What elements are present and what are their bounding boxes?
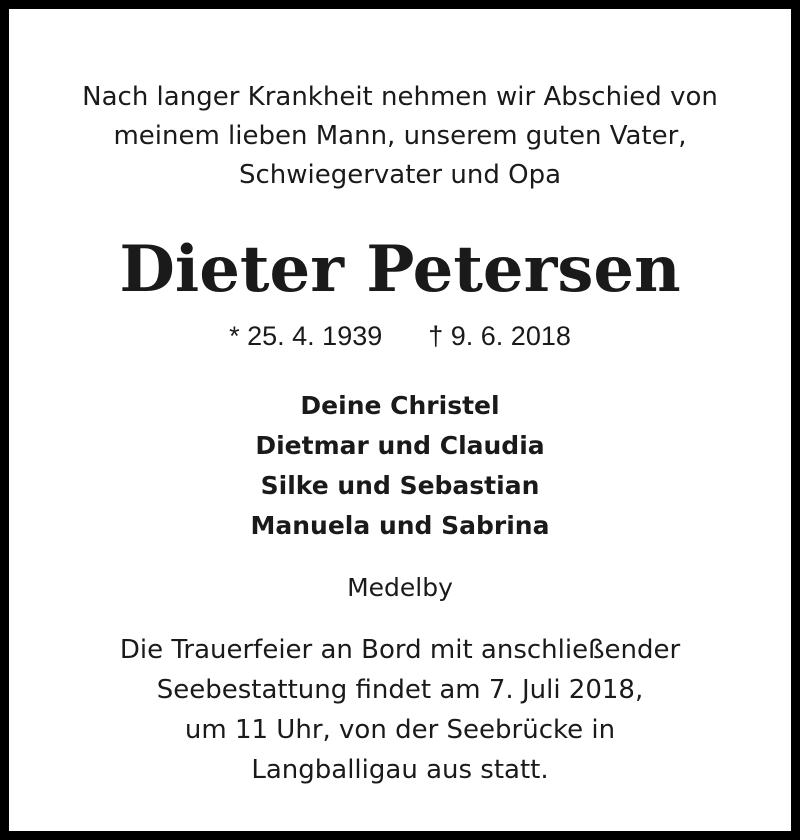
- intro-text: [18, 78, 782, 195]
- intro-line: Nach langer Krankheit nehmen wir Abschied von: [82, 82, 718, 112]
- obituary-content: [18, 18, 782, 822]
- ceremony-line: um 11 Uhr, von der Seebrücke in: [184, 715, 616, 745]
- ceremony-info: [18, 630, 782, 790]
- ceremony-line: Langballigau aus statt.: [251, 755, 549, 785]
- death-date: † 9. 6. 2018: [428, 321, 571, 351]
- ceremony-line: Die Trauerfeier an Bord mit anschließender: [119, 635, 681, 665]
- family-line: Dietmar und Claudia: [255, 431, 545, 460]
- ceremony-line: Seebestattung findet am 7. Juli 2018,: [156, 675, 644, 705]
- life-dates: [18, 318, 782, 354]
- family-signatures: [18, 386, 782, 546]
- deceased-name: Dieter Petersen: [119, 232, 681, 307]
- family-line: Deine Christel: [300, 391, 500, 420]
- intro-line: meinem lieben Mann, unserem guten Vater,: [113, 121, 687, 151]
- birth-date: * 25. 4. 1939: [229, 321, 383, 351]
- intro-line: Schwiegervater und Opa: [238, 160, 562, 190]
- place-name: Medelby: [347, 573, 453, 602]
- family-line: Silke und Sebastian: [260, 471, 540, 500]
- family-line: Manuela und Sabrina: [250, 511, 550, 540]
